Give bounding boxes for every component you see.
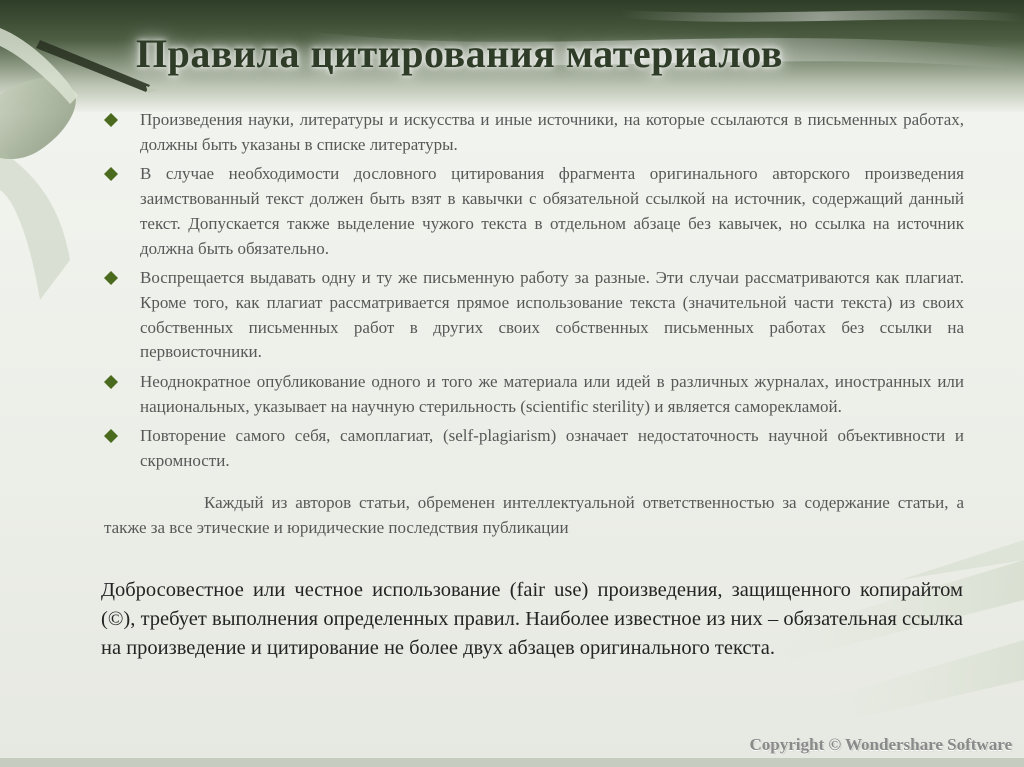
slide-title: Правила цитирования материалов	[136, 31, 783, 76]
bullet-item	[104, 370, 964, 419]
fair-use-paragraph: Добросовестное или честное использование (fair use) произведения, защищенного копирайтом (©), требует выполнения определенных правил. Наиболее известное из них – обязательная ссылка на произведение и цитирование не более двух абзацев оригинального текста.	[101, 579, 963, 659]
bullet-text: Неоднократное опубликование одного и того же материала или идей в различных журналах, иностранных или национальных, указывает на научную стерильность (scientific sterility) и является саморекламой.	[140, 372, 964, 416]
bullet-text: Повторение самого себя, самоплагиат, (self-plagiarism) означает недостаточность научной объективности и скромности.	[140, 426, 964, 471]
bullet-list	[104, 108, 964, 479]
bullet-text: Произведения науки, литературы и искусства и иные источники, на которые ссылаются в письменных работах, должны быть указаны в списке литературы.	[140, 110, 964, 154]
bullet-item	[104, 424, 964, 473]
bullet-text: В случае необходимости дословного цитирования фрагмента оригинального авторского произведения заимствованный текст должен быть взят в кавычки с обязательной ссылкой на источник, содержащий данный текст. Допускается также выделение чужого текста в отдельном абзаце без кавычек, но ссылка на источник должна быть обязательно.	[140, 164, 964, 258]
diamond-bullet-icon	[104, 113, 118, 127]
bullet-item	[104, 162, 964, 261]
diamond-bullet-icon	[104, 167, 118, 181]
bullet-item	[104, 108, 964, 157]
bullet-item	[104, 266, 964, 365]
diamond-bullet-icon	[104, 375, 118, 389]
diamond-bullet-icon	[104, 271, 118, 285]
bullet-text: Воспрещается выдавать одну и ту же письменную работу за разные. Эти случаи рассматриваются как плагиат. Кроме того, как плагиат рассматривается прямое использование текста (значительной части текста) из своих собственных письменных работ в других своих собственных письменных работах без ссылки на первоисточники.	[140, 268, 964, 362]
copyright-footer: Copyright © Wondershare Software	[749, 735, 1012, 754]
author-responsibility-note: Каждый из авторов статьи, обременен интеллектуальной ответственностью за содержание статьи, а также за все этические и юридические последствия публикации	[104, 493, 964, 537]
diamond-bullet-icon	[104, 429, 118, 443]
